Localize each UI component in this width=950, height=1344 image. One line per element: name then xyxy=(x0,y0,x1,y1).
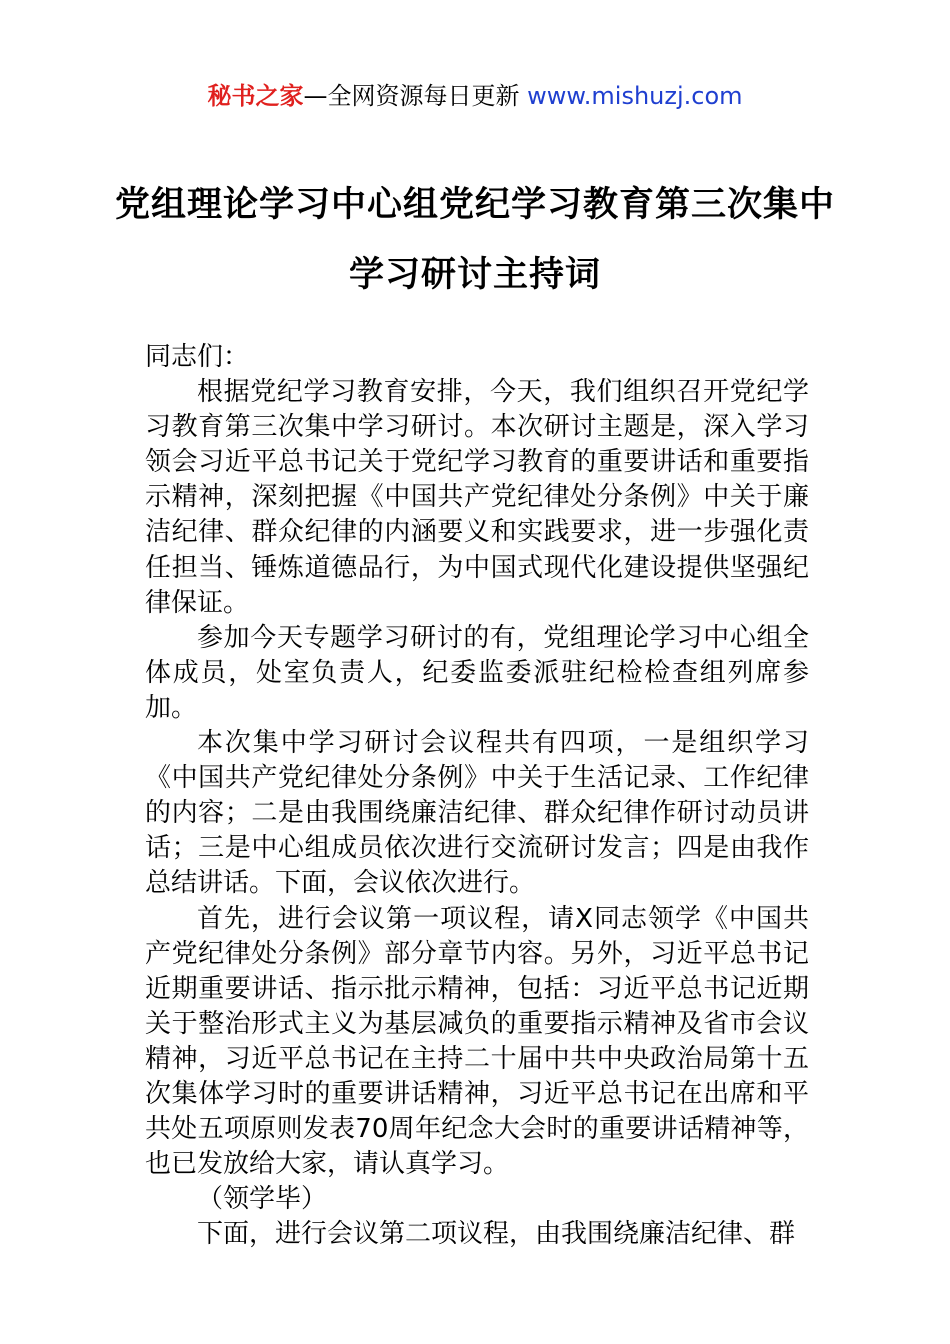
paragraph: 根据党纪学习教育安排，今天，我们组织召开党纪学习教育第三次集中学习研讨。本次研讨主题是，深入学习领会习近平总书记关于党纪学习教育的重要讲话和重要指示精神，深刻把握《中国共产党纪律处分条例》中关于廉洁纪律、群众纪律的内涵要义和实践要求，进一步强化责任担当、锤炼道德品行，为中国式现代化建设提供坚强纪律保证。 xyxy=(145,377,809,618)
paragraph: （领学毕） xyxy=(197,1184,328,1215)
site-brand: 秘书之家 xyxy=(207,82,304,110)
site-header xyxy=(0,80,950,112)
site-tagline: —全网资源每日更新 xyxy=(303,82,528,110)
greeting: 同志们： xyxy=(145,342,250,372)
paragraph: 下面，进行会议第二项议程，由我围绕廉洁纪律、群 xyxy=(197,1219,796,1250)
document-title: 党组理论学习中心组党纪学习教育第三次集中学习研讨主持词 xyxy=(114,185,835,295)
paragraph: 本次集中学习研讨会议程共有四项，一是组织学习《中国共产党纪律处分条例》中关于生活记录、工作纪律的内容；二是由我围绕廉洁纪律、群众纪律作研讨动员讲话；三是中心组成员依次进行交流研讨发言；四是由我作总结讲话。下面，会议依次进行。 xyxy=(145,728,809,899)
paragraph: 首先，进行会议第一项议程，请X同志领学《中国共产党纪律处分条例》部分章节内容。另外，习近平总书记近期重要讲话、指示批示精神，包括：习近平总书记近期关于整治形式主义为基层减负的重要指示精神及省市会议精神，习近平总书记在主持二十届中共中央政治局第十五次集体学习时的重要讲话精神，习近平总书记在出席和平共处五项原则发表70周年纪念大会时的重要讲话精神等，也已发放给大家，请认真学习。 xyxy=(145,903,809,1180)
document-body xyxy=(145,340,809,1252)
paragraph: 参加今天专题学习研讨的有，党组理论学习中心组全体成员，处室负责人，纪委监委派驻纪检检查组列席参加。 xyxy=(145,622,809,723)
site-url[interactable]: www.mishuzj.com xyxy=(527,82,743,110)
